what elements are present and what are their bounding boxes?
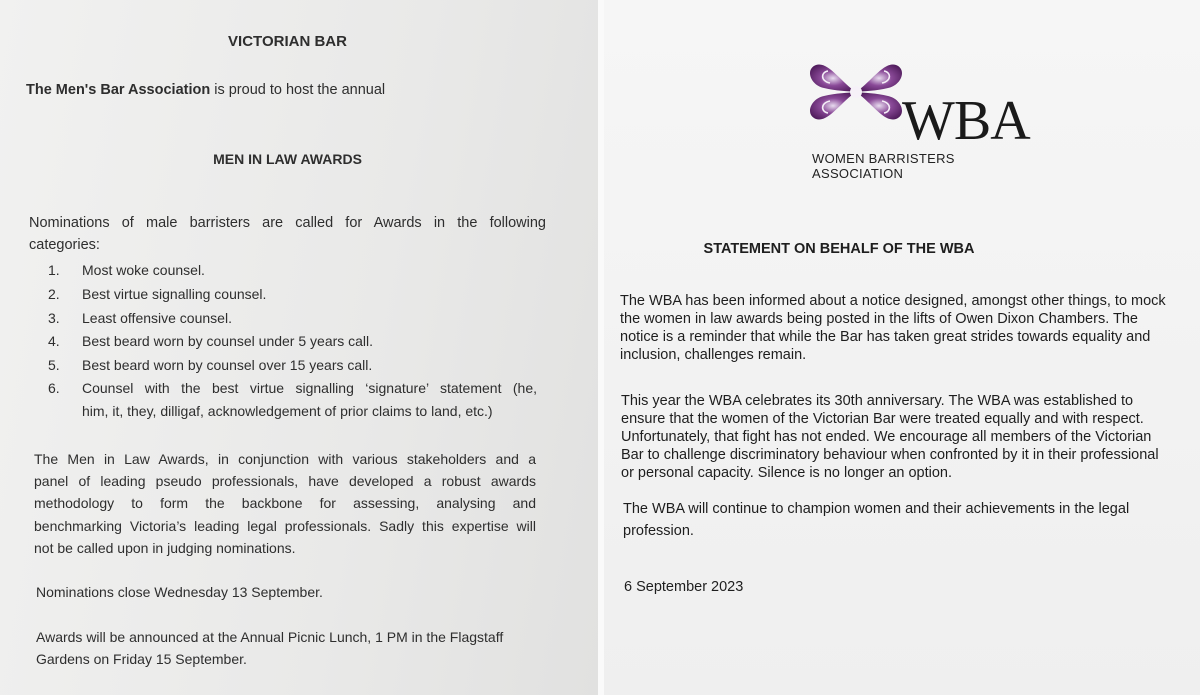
nominations-line-1: Nominations of male barristers are called for Awards in the following — [29, 215, 546, 231]
category-number: 4. — [48, 333, 60, 349]
statement-line: Unfortunately, that fight has not ended. We encourage all members of the Victorian — [621, 429, 1152, 445]
statement-line: inclusion, challenges remain. — [620, 347, 807, 363]
category-item: Best beard worn by counsel over 15 years call. — [82, 357, 373, 373]
wba-logo-subtitle: WOMEN BARRISTERS ASSOCIATION — [812, 151, 955, 181]
paragraph-line: benchmarking Victoria’s leading legal professionals. Sadly this expertise will — [34, 518, 536, 534]
wba-logo-letters: WBA — [902, 90, 1030, 152]
paragraph-line: panel of leading pseudo professionals, have developed a robust awards — [34, 473, 536, 489]
awards-announcement-line-2: Gardens on Friday 15 September. — [36, 651, 247, 667]
paragraph-line: not be called upon in judging nominations. — [34, 540, 296, 556]
men-in-law-awards-notice — [0, 0, 598, 695]
nominations-close: Nominations close Wednesday 13 September. — [36, 584, 323, 600]
statement-line: This year the WBA celebrates its 30th anniversary. The WBA was established to — [621, 393, 1134, 409]
paragraph-line: methodology to form the backbone for assessing, analysing and — [34, 495, 536, 511]
statement-line: ensure that the women of the Victorian Bar were treated equally and with respect. — [621, 411, 1144, 427]
statement-line: The WBA has been informed about a notice designed, amongst other things, to mock — [620, 293, 1166, 309]
category-item: Best virtue signalling counsel. — [82, 286, 267, 302]
category-item: Most woke counsel. — [82, 262, 205, 278]
notice-title: VICTORIAN BAR — [228, 33, 347, 50]
category-number: 3. — [48, 310, 60, 326]
wba-statement — [604, 0, 1200, 695]
statement-line: The WBA will continue to champion women and their achievements in the legal — [623, 501, 1130, 517]
category-number: 1. — [48, 262, 60, 278]
category-item: Counsel with the best virtue signalling ‘signature’ statement (he, — [82, 380, 537, 396]
category-number: 6. — [48, 380, 60, 396]
intro-association-name: The Men's Bar Association — [26, 82, 211, 98]
awards-heading: MEN IN LAW AWARDS — [213, 151, 362, 167]
category-item: Best beard worn by counsel under 5 years call. — [82, 333, 374, 349]
statement-line: or personal capacity. Silence is no longer an option. — [621, 465, 953, 481]
category-number: 5. — [48, 357, 60, 373]
awards-announcement-line-1: Awards will be announced at the Annual Picnic Lunch, 1 PM in the Flagstaff — [36, 629, 504, 645]
category-number: 2. — [48, 286, 60, 302]
nominations-line-2: categories: — [29, 237, 100, 253]
category-item: Least offensive counsel. — [82, 310, 232, 326]
statement-line: Bar to challenge discriminatory behaviour when confronted by it in their professional — [621, 447, 1159, 463]
statement-heading: STATEMENT ON BEHALF OF THE WBA — [703, 241, 975, 257]
category-item-continued: him, it, they, dilligaf, acknowledgement of prior claims to land, etc.) — [82, 403, 493, 419]
paragraph-line: The Men in Law Awards, in conjunction with various stakeholders and a — [34, 451, 536, 467]
statement-line: notice is a reminder that while the Bar has taken great strides towards equality and — [620, 329, 1151, 345]
wba-flower-icon — [806, 57, 906, 127]
statement-line: profession. — [623, 523, 694, 539]
notice-intro — [26, 82, 385, 99]
intro-text: is proud to host the annual — [210, 82, 386, 98]
wba-logo — [804, 55, 1044, 181]
statement-date: 6 September 2023 — [624, 579, 744, 595]
statement-line: the women in law awards being posted in the lifts of Owen Dixon Chambers. The — [620, 311, 1138, 327]
